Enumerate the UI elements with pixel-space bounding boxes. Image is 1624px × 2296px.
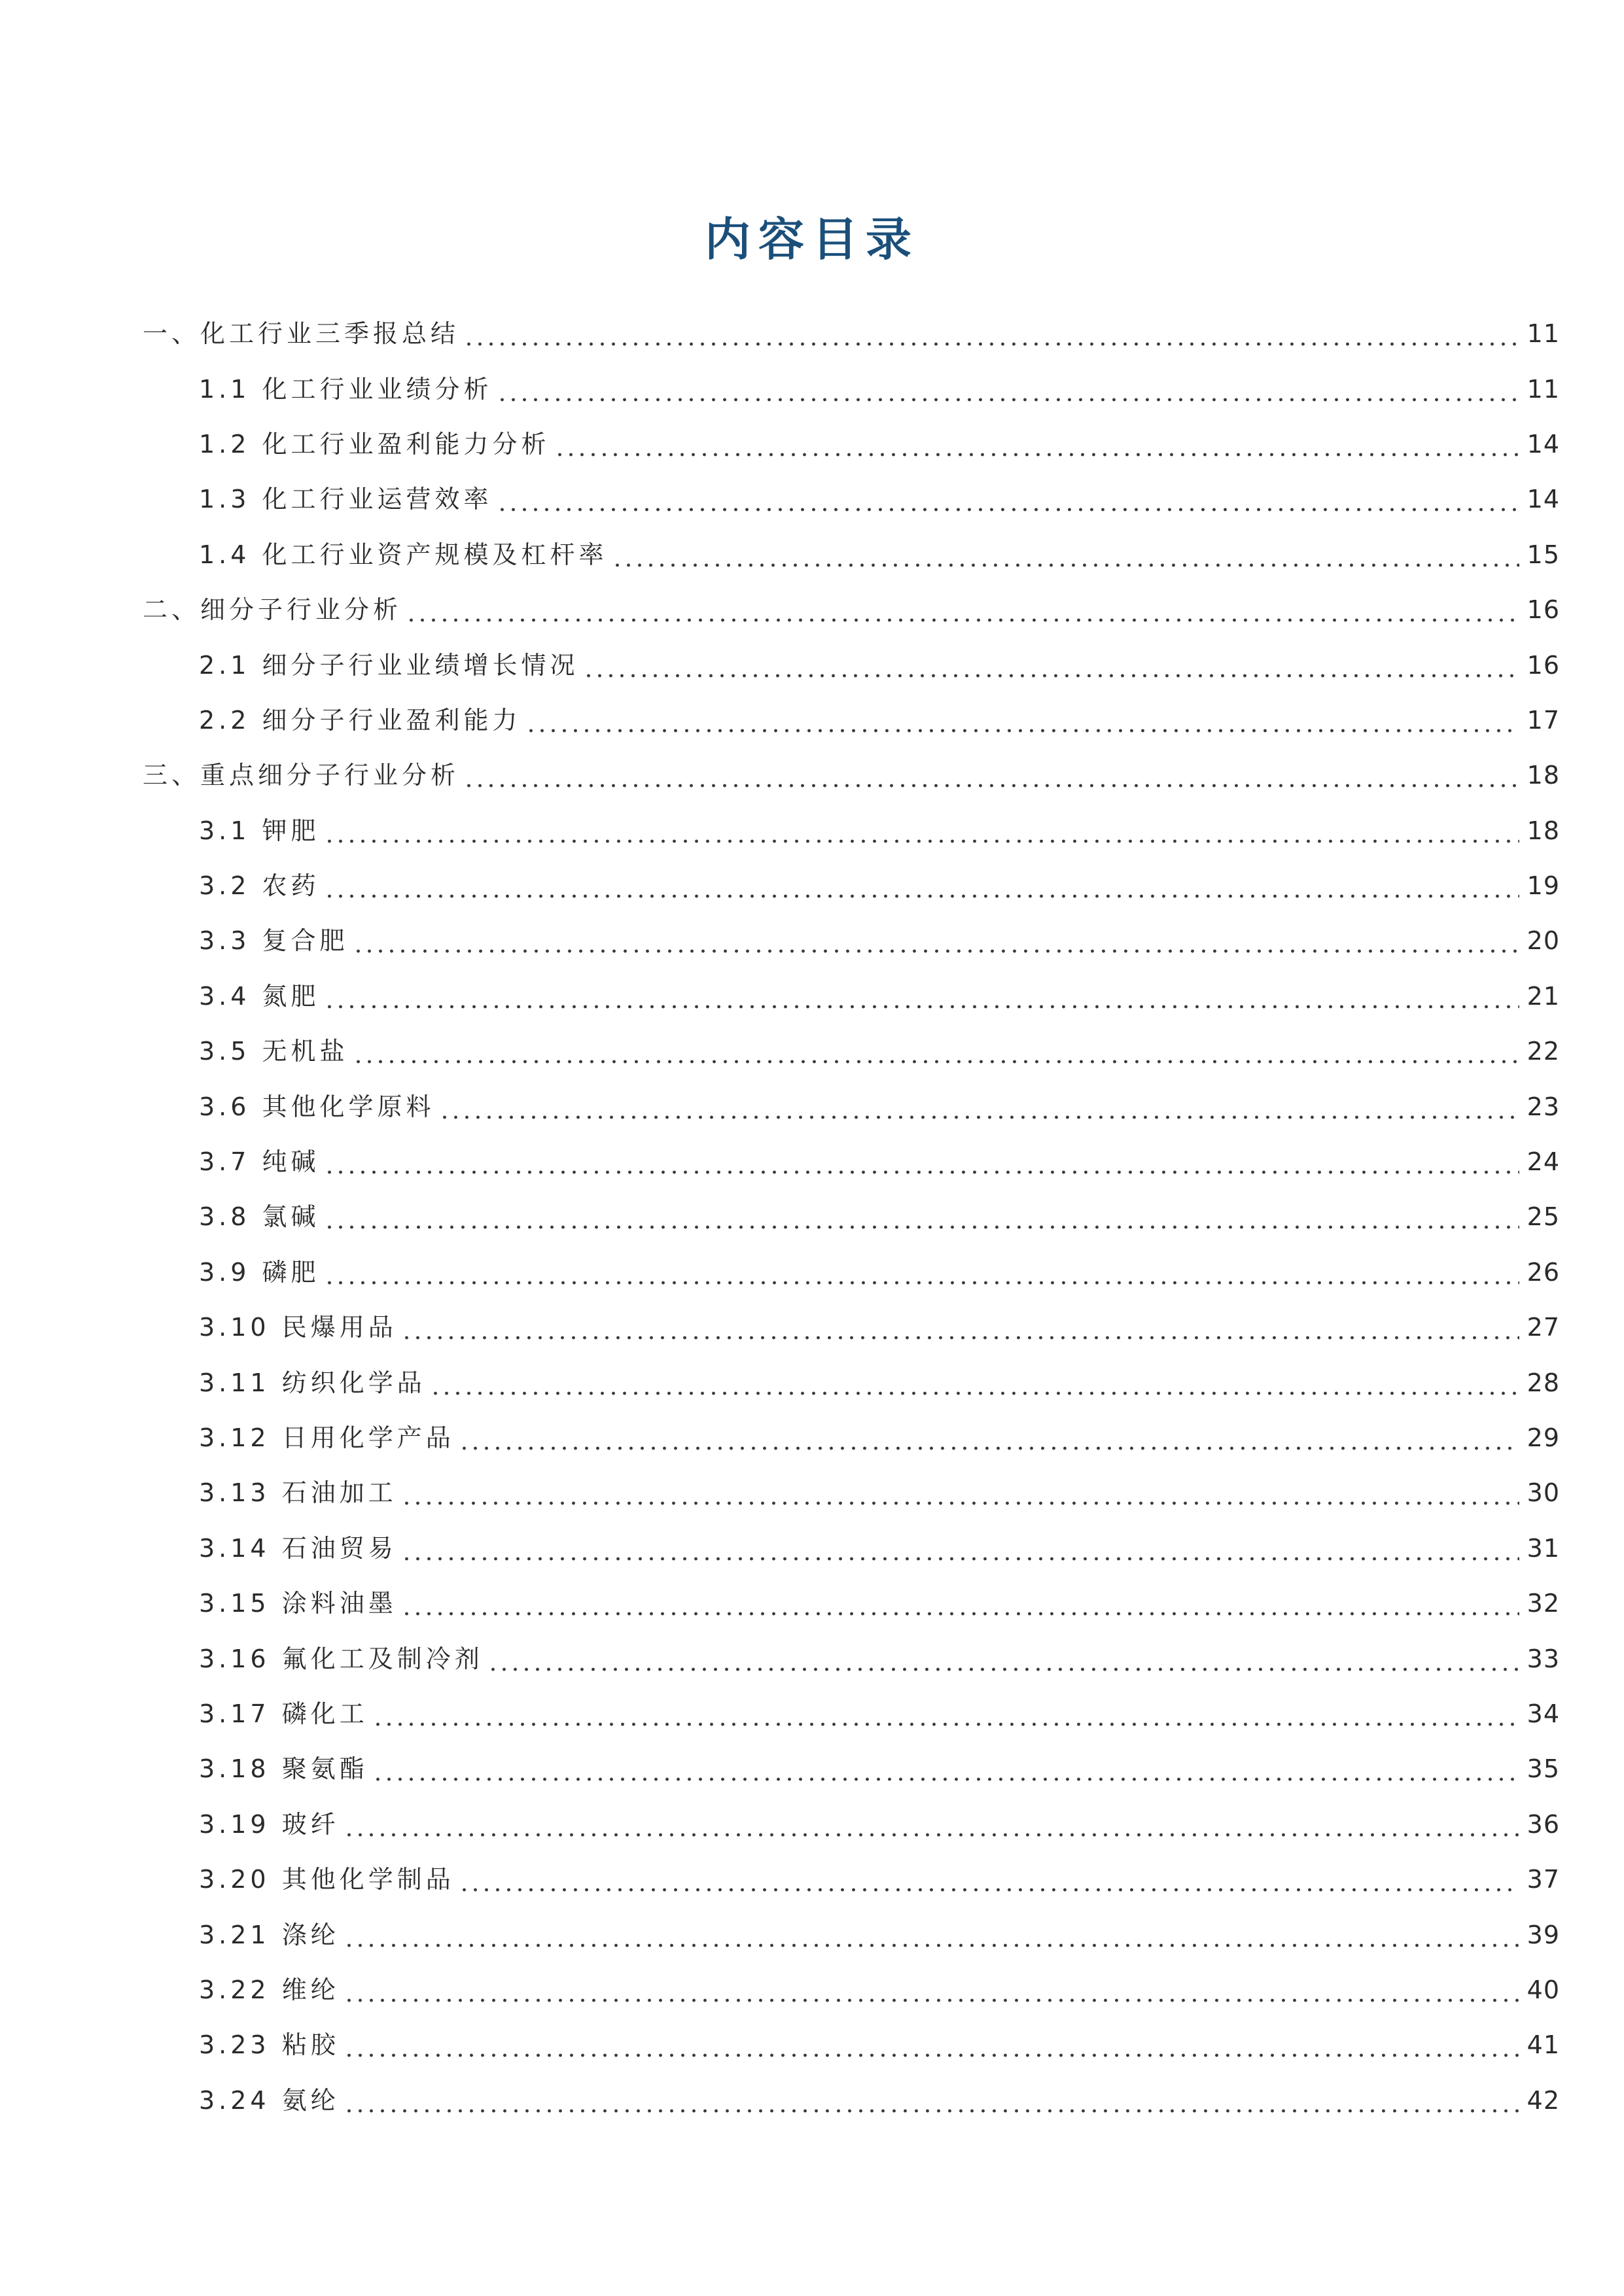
toc-dot-leader bbox=[372, 1697, 1519, 1730]
toc-entry-label: 3.24 氨纶 bbox=[199, 2085, 340, 2115]
toc-page-number: 14 bbox=[1527, 485, 1560, 514]
toc-subsection-entry[interactable] bbox=[0, 1521, 1624, 1576]
toc-subsection-entry[interactable] bbox=[0, 693, 1624, 748]
toc-entry-label: 1.2 化工行业盈利能力分析 bbox=[199, 429, 550, 459]
toc-page-number: 19 bbox=[1527, 871, 1560, 901]
toc-entry-label: 3.3 复合肥 bbox=[199, 926, 349, 956]
toc-entry-label: 1.3 化工行业运营效率 bbox=[199, 485, 493, 514]
toc-subsection-entry[interactable] bbox=[0, 1410, 1624, 1465]
toc-dot-leader bbox=[401, 1476, 1519, 1509]
toc-entry-label: 3.12 日用化学产品 bbox=[199, 1423, 455, 1452]
toc-page-number: 41 bbox=[1527, 2030, 1560, 2060]
toc-page-number: 29 bbox=[1527, 1423, 1560, 1452]
toc-section-entry[interactable] bbox=[0, 748, 1624, 803]
toc-entry-label: 三、重点细分子行业分析 bbox=[143, 761, 460, 790]
toc-entry-label: 3.6 其他化学原料 bbox=[199, 1092, 435, 1121]
toc-page-number: 25 bbox=[1527, 1202, 1560, 1232]
toc-page-number: 30 bbox=[1527, 1478, 1560, 1508]
toc-dot-leader bbox=[344, 2028, 1519, 2061]
toc-section-entry[interactable] bbox=[0, 582, 1624, 637]
toc-dot-leader bbox=[401, 1587, 1519, 1620]
toc-subsection-entry[interactable] bbox=[0, 913, 1624, 968]
toc-dot-leader bbox=[344, 1808, 1519, 1841]
toc-dot-leader bbox=[324, 980, 1519, 1013]
toc-subsection-entry[interactable] bbox=[0, 1189, 1624, 1244]
toc-subsection-entry[interactable] bbox=[0, 1079, 1624, 1134]
toc-entry-label: 3.11 纺织化学品 bbox=[199, 1368, 426, 1397]
toc-entry-label: 3.15 涂料油墨 bbox=[199, 1589, 397, 1618]
toc-subsection-entry[interactable] bbox=[0, 858, 1624, 913]
toc-entry-label: 3.20 其他化学制品 bbox=[199, 1865, 455, 1894]
toc-dot-leader bbox=[439, 1090, 1519, 1123]
toc-list bbox=[0, 306, 1624, 2128]
toc-subsection-entry[interactable] bbox=[0, 969, 1624, 1024]
toc-section-entry[interactable] bbox=[0, 306, 1624, 361]
toc-page-number: 16 bbox=[1527, 650, 1560, 680]
toc-entry-label: 1.4 化工行业资产规模及杠杆率 bbox=[199, 540, 608, 569]
toc-subsection-entry[interactable] bbox=[0, 1465, 1624, 1520]
toc-dot-leader bbox=[463, 317, 1519, 350]
toc-entry-label: 3.5 无机盐 bbox=[199, 1037, 349, 1066]
toc-entry-label: 3.16 氟化工及制冷剂 bbox=[199, 1644, 484, 1673]
toc-dot-leader bbox=[324, 1256, 1519, 1289]
toc-page-number: 33 bbox=[1527, 1644, 1560, 1673]
toc-subsection-entry[interactable] bbox=[0, 803, 1624, 858]
toc-entry-label: 3.14 石油贸易 bbox=[199, 1533, 397, 1563]
toc-entry-label: 3.2 农药 bbox=[199, 871, 320, 901]
toc-subsection-entry[interactable] bbox=[0, 361, 1624, 416]
toc-entry-label: 3.18 聚氨酯 bbox=[199, 1754, 368, 1784]
toc-page-number: 31 bbox=[1527, 1533, 1560, 1563]
toc-page-number: 22 bbox=[1527, 1037, 1560, 1066]
toc-subsection-entry[interactable] bbox=[0, 1134, 1624, 1189]
toc-page-number: 32 bbox=[1527, 1589, 1560, 1618]
toc-entry-label: 一、化工行业三季报总结 bbox=[143, 319, 460, 349]
toc-page-number: 42 bbox=[1527, 2085, 1560, 2115]
toc-entry-label: 3.22 维纶 bbox=[199, 1975, 340, 2004]
toc-page-number: 18 bbox=[1527, 816, 1560, 845]
toc-entry-label: 2.1 细分子行业业绩增长情况 bbox=[199, 650, 579, 680]
toc-subsection-entry[interactable] bbox=[0, 1907, 1624, 1962]
toc-subsection-entry[interactable] bbox=[0, 1245, 1624, 1300]
toc-page-number: 11 bbox=[1527, 319, 1560, 349]
toc-entry-label: 3.23 粘胶 bbox=[199, 2030, 340, 2060]
toc-page-number: 34 bbox=[1527, 1699, 1560, 1728]
toc-subsection-entry[interactable] bbox=[0, 2017, 1624, 2072]
toc-page-number: 40 bbox=[1527, 1975, 1560, 2004]
toc-entry-label: 2.2 细分子行业盈利能力 bbox=[199, 705, 521, 735]
toc-subsection-entry[interactable] bbox=[0, 472, 1624, 527]
toc-entry-label: 3.21 涤纶 bbox=[199, 1920, 340, 1949]
toc-page-number: 15 bbox=[1527, 540, 1560, 569]
toc-dot-leader bbox=[344, 1974, 1519, 2006]
toc-dot-leader bbox=[344, 1919, 1519, 1951]
toc-entry-label: 3.4 氮肥 bbox=[199, 981, 320, 1011]
toc-dot-leader bbox=[344, 2084, 1519, 2117]
toc-page-number: 11 bbox=[1527, 374, 1560, 404]
toc-page-number: 23 bbox=[1527, 1092, 1560, 1121]
toc-entry-label: 3.17 磷化工 bbox=[199, 1699, 368, 1728]
toc-dot-leader bbox=[612, 538, 1519, 571]
toc-dot-leader bbox=[324, 814, 1519, 847]
toc-dot-leader bbox=[497, 483, 1519, 515]
toc-page-number: 26 bbox=[1527, 1257, 1560, 1287]
toc-page-number: 35 bbox=[1527, 1754, 1560, 1784]
toc-title: 内容目录 bbox=[705, 212, 919, 266]
toc-dot-leader bbox=[497, 373, 1519, 406]
toc-subsection-entry[interactable] bbox=[0, 1962, 1624, 2017]
toc-subsection-entry[interactable] bbox=[0, 1024, 1624, 1079]
toc-dot-leader bbox=[353, 1035, 1519, 1068]
toc-subsection-entry[interactable] bbox=[0, 527, 1624, 582]
toc-page-number: 17 bbox=[1527, 705, 1560, 735]
toc-entry-label: 3.7 纯碱 bbox=[199, 1147, 320, 1177]
toc-entry-label: 二、细分子行业分析 bbox=[143, 595, 402, 625]
toc-entry-label: 3.10 民爆用品 bbox=[199, 1313, 397, 1342]
toc-subsection-entry[interactable] bbox=[0, 1686, 1624, 1741]
toc-page-number: 21 bbox=[1527, 981, 1560, 1011]
toc-page-number: 16 bbox=[1527, 595, 1560, 625]
toc-dot-leader bbox=[324, 869, 1519, 902]
toc-dot-leader bbox=[372, 1752, 1519, 1785]
toc-entry-label: 3.13 石油加工 bbox=[199, 1478, 397, 1508]
toc-dot-leader bbox=[525, 704, 1519, 737]
toc-subsection-entry[interactable] bbox=[0, 1741, 1624, 1796]
toc-dot-leader bbox=[459, 1421, 1519, 1454]
toc-page-number: 36 bbox=[1527, 1809, 1560, 1839]
toc-entry-label: 3.8 氯碱 bbox=[199, 1202, 320, 1232]
toc-entry-label: 3.1 钾肥 bbox=[199, 816, 320, 845]
toc-dot-leader bbox=[401, 1311, 1519, 1344]
toc-subsection-entry[interactable] bbox=[0, 1355, 1624, 1410]
toc-entry-label: 1.1 化工行业业绩分析 bbox=[199, 374, 493, 404]
toc-dot-leader bbox=[401, 1532, 1519, 1565]
toc-dot-leader bbox=[430, 1366, 1519, 1399]
toc-page-number: 37 bbox=[1527, 1865, 1560, 1894]
toc-subsection-entry[interactable] bbox=[0, 637, 1624, 692]
toc-subsection-entry[interactable] bbox=[0, 2073, 1624, 2128]
toc-page-number: 24 bbox=[1527, 1147, 1560, 1177]
toc-page-number: 27 bbox=[1527, 1313, 1560, 1342]
toc-entry-label: 3.19 玻纤 bbox=[199, 1809, 340, 1839]
toc-subsection-entry[interactable] bbox=[0, 1797, 1624, 1852]
toc-dot-leader bbox=[463, 759, 1519, 791]
toc-subsection-entry[interactable] bbox=[0, 1576, 1624, 1631]
toc-dot-leader bbox=[324, 1200, 1519, 1233]
toc-dot-leader bbox=[583, 649, 1519, 682]
toc-dot-leader bbox=[487, 1643, 1519, 1675]
toc-subsection-entry[interactable] bbox=[0, 1631, 1624, 1686]
toc-entry-label: 3.9 磷肥 bbox=[199, 1257, 320, 1287]
toc-subsection-entry[interactable] bbox=[0, 417, 1624, 472]
toc-dot-leader bbox=[459, 1863, 1519, 1896]
toc-dot-leader bbox=[353, 924, 1519, 957]
toc-page-number: 20 bbox=[1527, 926, 1560, 956]
toc-page-number: 14 bbox=[1527, 429, 1560, 459]
toc-dot-leader bbox=[406, 593, 1519, 626]
toc-page-number: 28 bbox=[1527, 1368, 1560, 1397]
toc-dot-leader bbox=[324, 1145, 1519, 1178]
toc-subsection-entry[interactable] bbox=[0, 1300, 1624, 1355]
toc-page-number: 18 bbox=[1527, 761, 1560, 790]
toc-page-number: 39 bbox=[1527, 1920, 1560, 1949]
toc-subsection-entry[interactable] bbox=[0, 1852, 1624, 1907]
toc-dot-leader bbox=[554, 428, 1519, 461]
